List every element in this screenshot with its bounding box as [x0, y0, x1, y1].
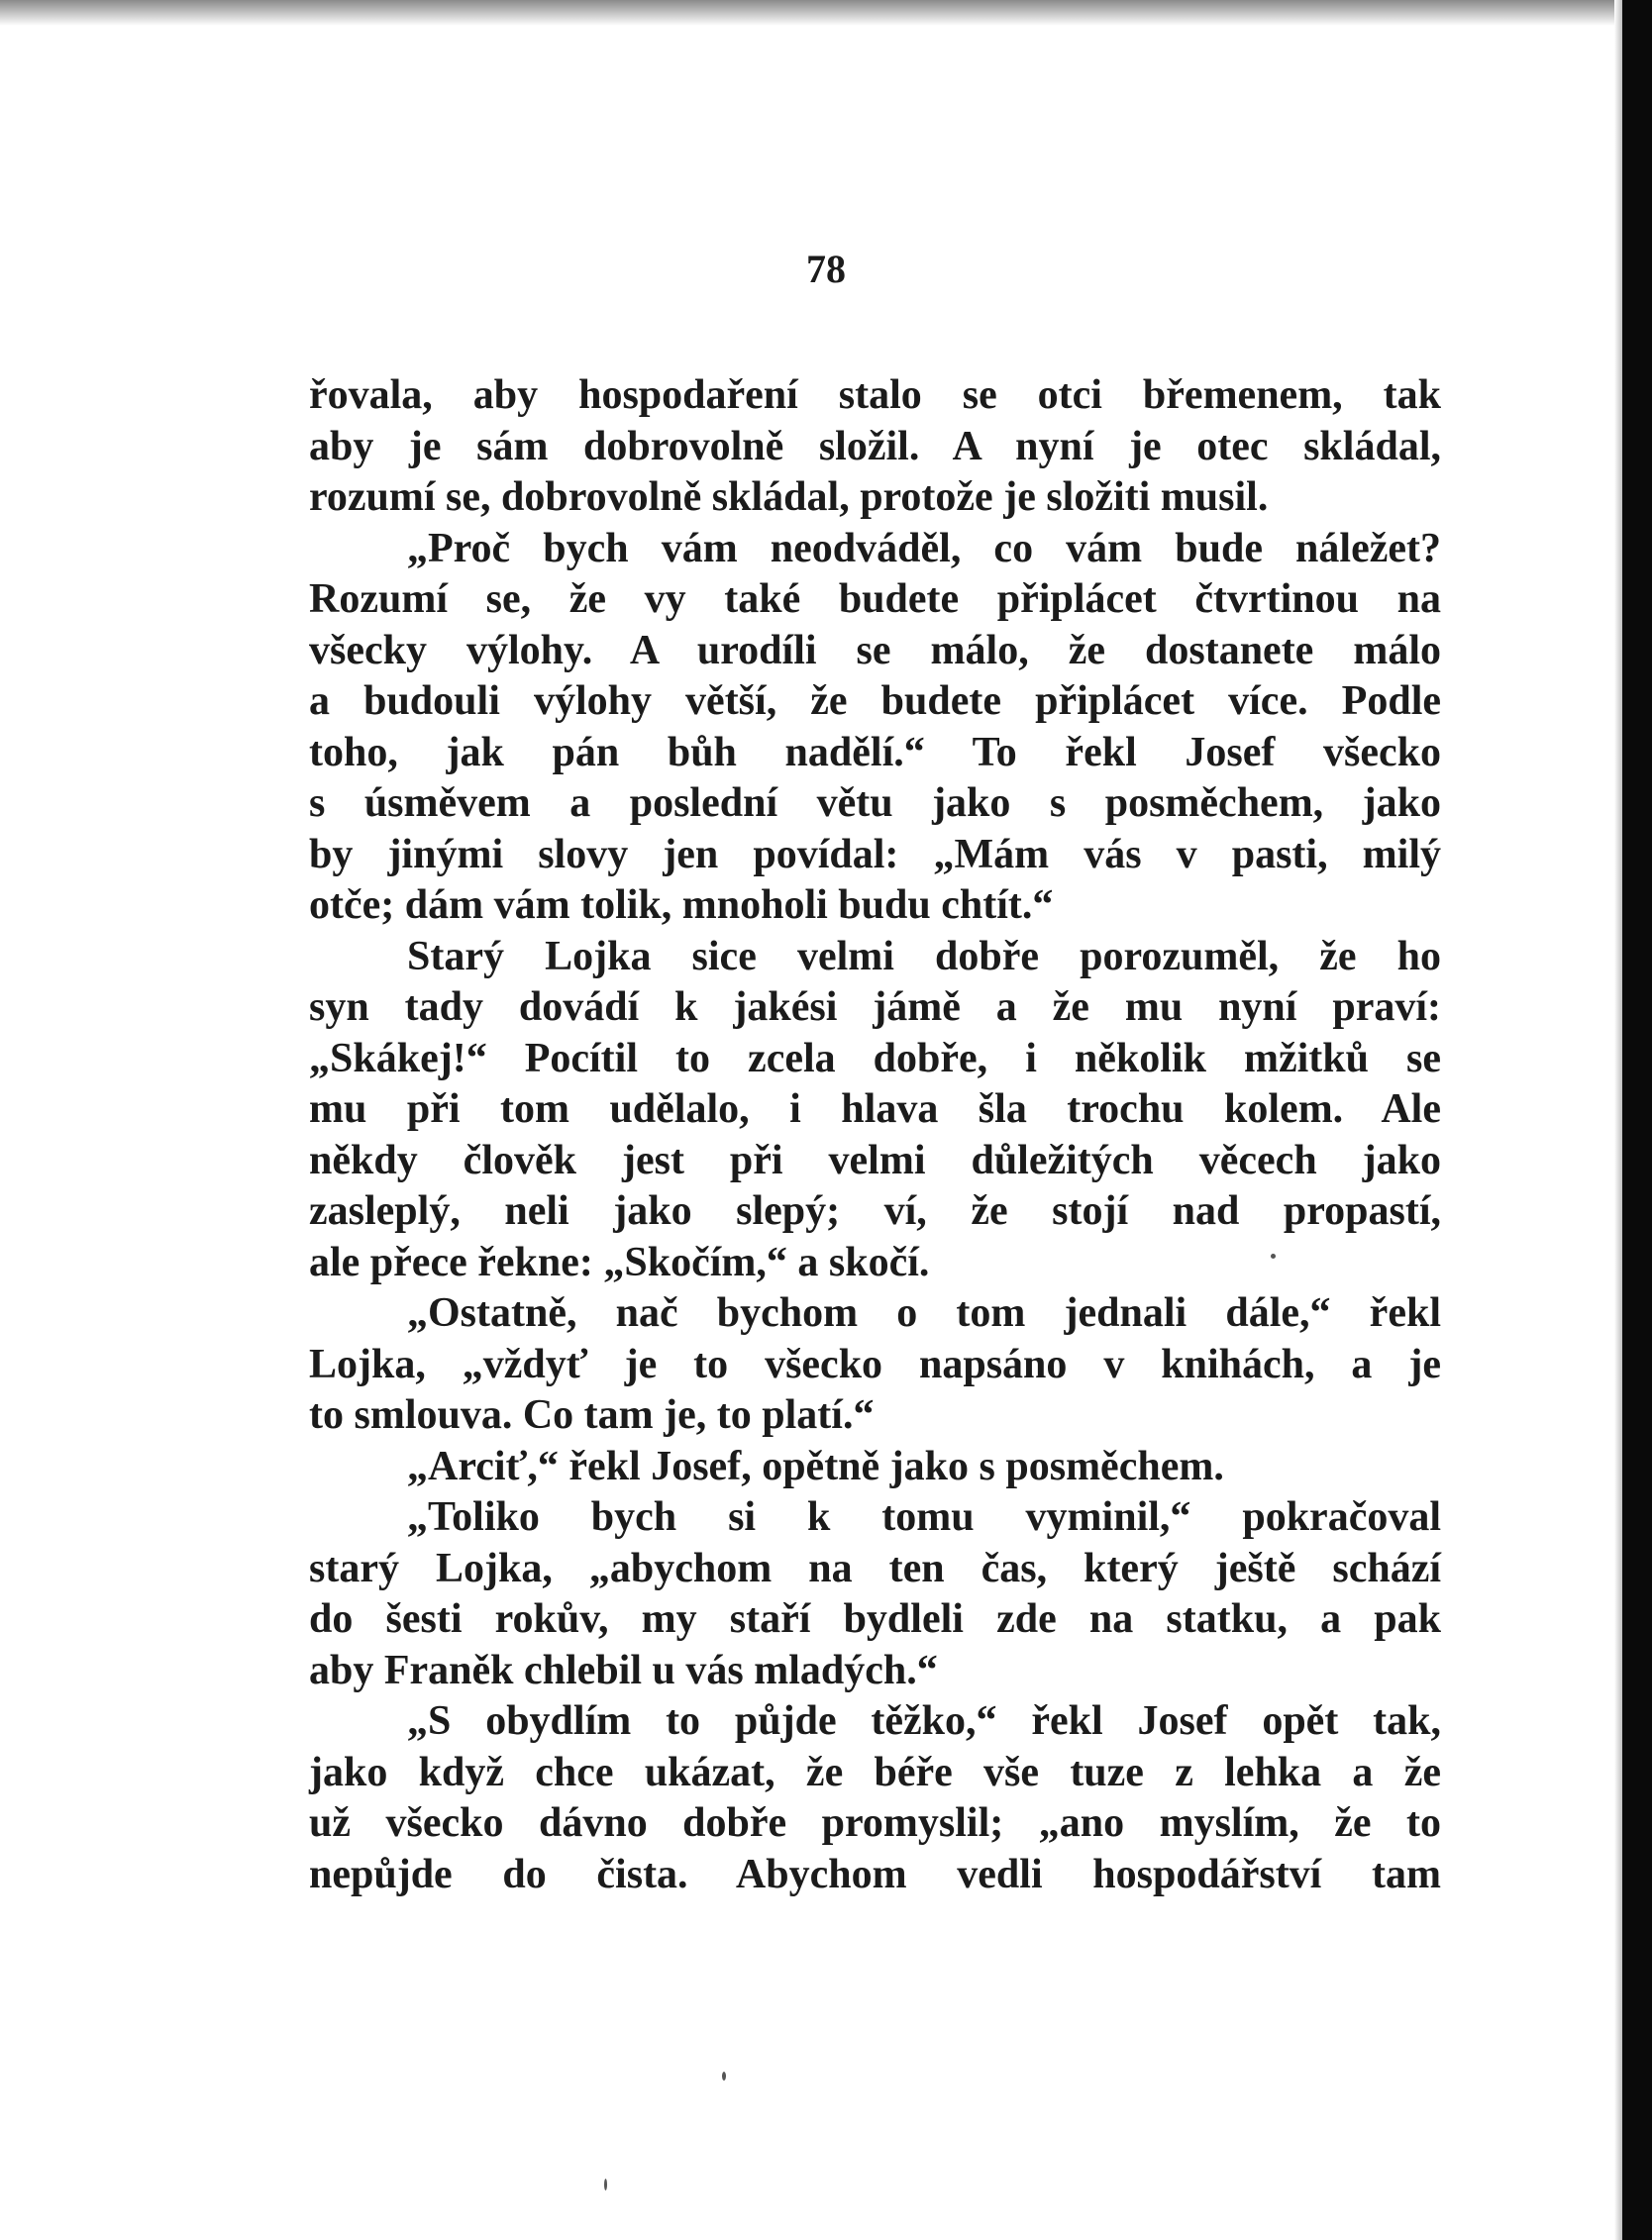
text-line: s úsměvem a poslední větu jako s posměchem, jako — [309, 780, 1441, 826]
scan-page-shadow — [1614, 0, 1622, 2240]
text-line: jako když chce ukázat, že béře vše tuze z lehka a že — [309, 1749, 1441, 1795]
text-line: „Skákej!“ Pocítil to zcela dobře, i několik mžitků se — [309, 1035, 1441, 1081]
text-line: „Toliko bych si k tomu vyminil,“ pokračoval — [407, 1494, 1441, 1540]
text-line: „S obydlím to půjde těžko,“ řekl Josef opět tak, — [407, 1698, 1441, 1744]
text-line: zasleplý, neli jako slepý; ví, že stojí nad propastí, — [309, 1188, 1441, 1234]
text-line: rozumí se, dobrovolně skládal, protože je složiti musil. — [309, 474, 1269, 520]
text-line: Rozumí se, že vy také budete připlácet čtvrtinou na — [309, 576, 1441, 622]
text-line: by jinými slovy jen povídal: „Mám vás v pasti, milý — [309, 831, 1441, 877]
scan-right-border — [1622, 0, 1652, 2240]
text-line: aby Franěk chlebil u vás mladých.“ — [309, 1647, 938, 1693]
body-text — [309, 370, 1441, 1900]
text-line: Lojka, „vždyť je to všecko napsáno v knihách, a je — [309, 1341, 1441, 1387]
text-line: do šesti rokův, my staří bydleli zde na statku, a pak — [309, 1596, 1441, 1642]
text-line: někdy člověk jest při velmi důležitých věcech jako — [309, 1137, 1441, 1183]
text-line: mu při tom udělalo, i hlava šla trochu kolem. Ale — [309, 1086, 1441, 1132]
text-line: nepůjde do čista. Abychom vedli hospodářství tam — [309, 1851, 1441, 1897]
scan-speck — [604, 2179, 607, 2190]
page-number: 78 — [806, 247, 846, 291]
text-line: řovala, aby hospodaření stalo se otci břemenem, tak — [309, 372, 1441, 418]
scan-top-edge — [0, 0, 1652, 26]
text-line: a budouli výlohy větší, že budete připlácet více. Podle — [309, 678, 1441, 724]
text-line: ale přece řekne: „Skočím,“ a skočí. — [309, 1239, 930, 1285]
text-line: „Proč bych vám neodváděl, co vám bude náležet? — [407, 525, 1441, 571]
text-line: všecky výlohy. A urodíli se málo, že dostanete málo — [309, 627, 1441, 673]
text-line: „Ostatně, nač bychom o tom jednali dále,“ řekl — [407, 1290, 1441, 1336]
text-line: Starý Lojka sice velmi dobře porozuměl, že ho — [407, 933, 1441, 979]
scan-speck — [1271, 1254, 1276, 1259]
text-line: toho, jak pán bůh nadělí.“ To řekl Josef všecko — [309, 729, 1441, 775]
text-line: aby je sám dobrovolně složil. A nyní je otec skládal, — [309, 423, 1441, 469]
scan-speck — [722, 2072, 726, 2081]
text-line: už všecko dávno dobře promyslil; „ano myslím, že to — [309, 1800, 1441, 1846]
text-line: to smlouva. Co tam je, to platí.“ — [309, 1392, 875, 1438]
text-line: starý Lojka, „abychom na ten čas, který ještě schází — [309, 1545, 1441, 1591]
text-line: „Arciť,“ řekl Josef, opětně jako s posměchem. — [407, 1443, 1224, 1489]
text-line: otče; dám vám tolik, mnoholi budu chtít.“ — [309, 882, 1054, 928]
text-line: syn tady dovádí k jakési jámě a že mu nyní praví: — [309, 984, 1441, 1030]
